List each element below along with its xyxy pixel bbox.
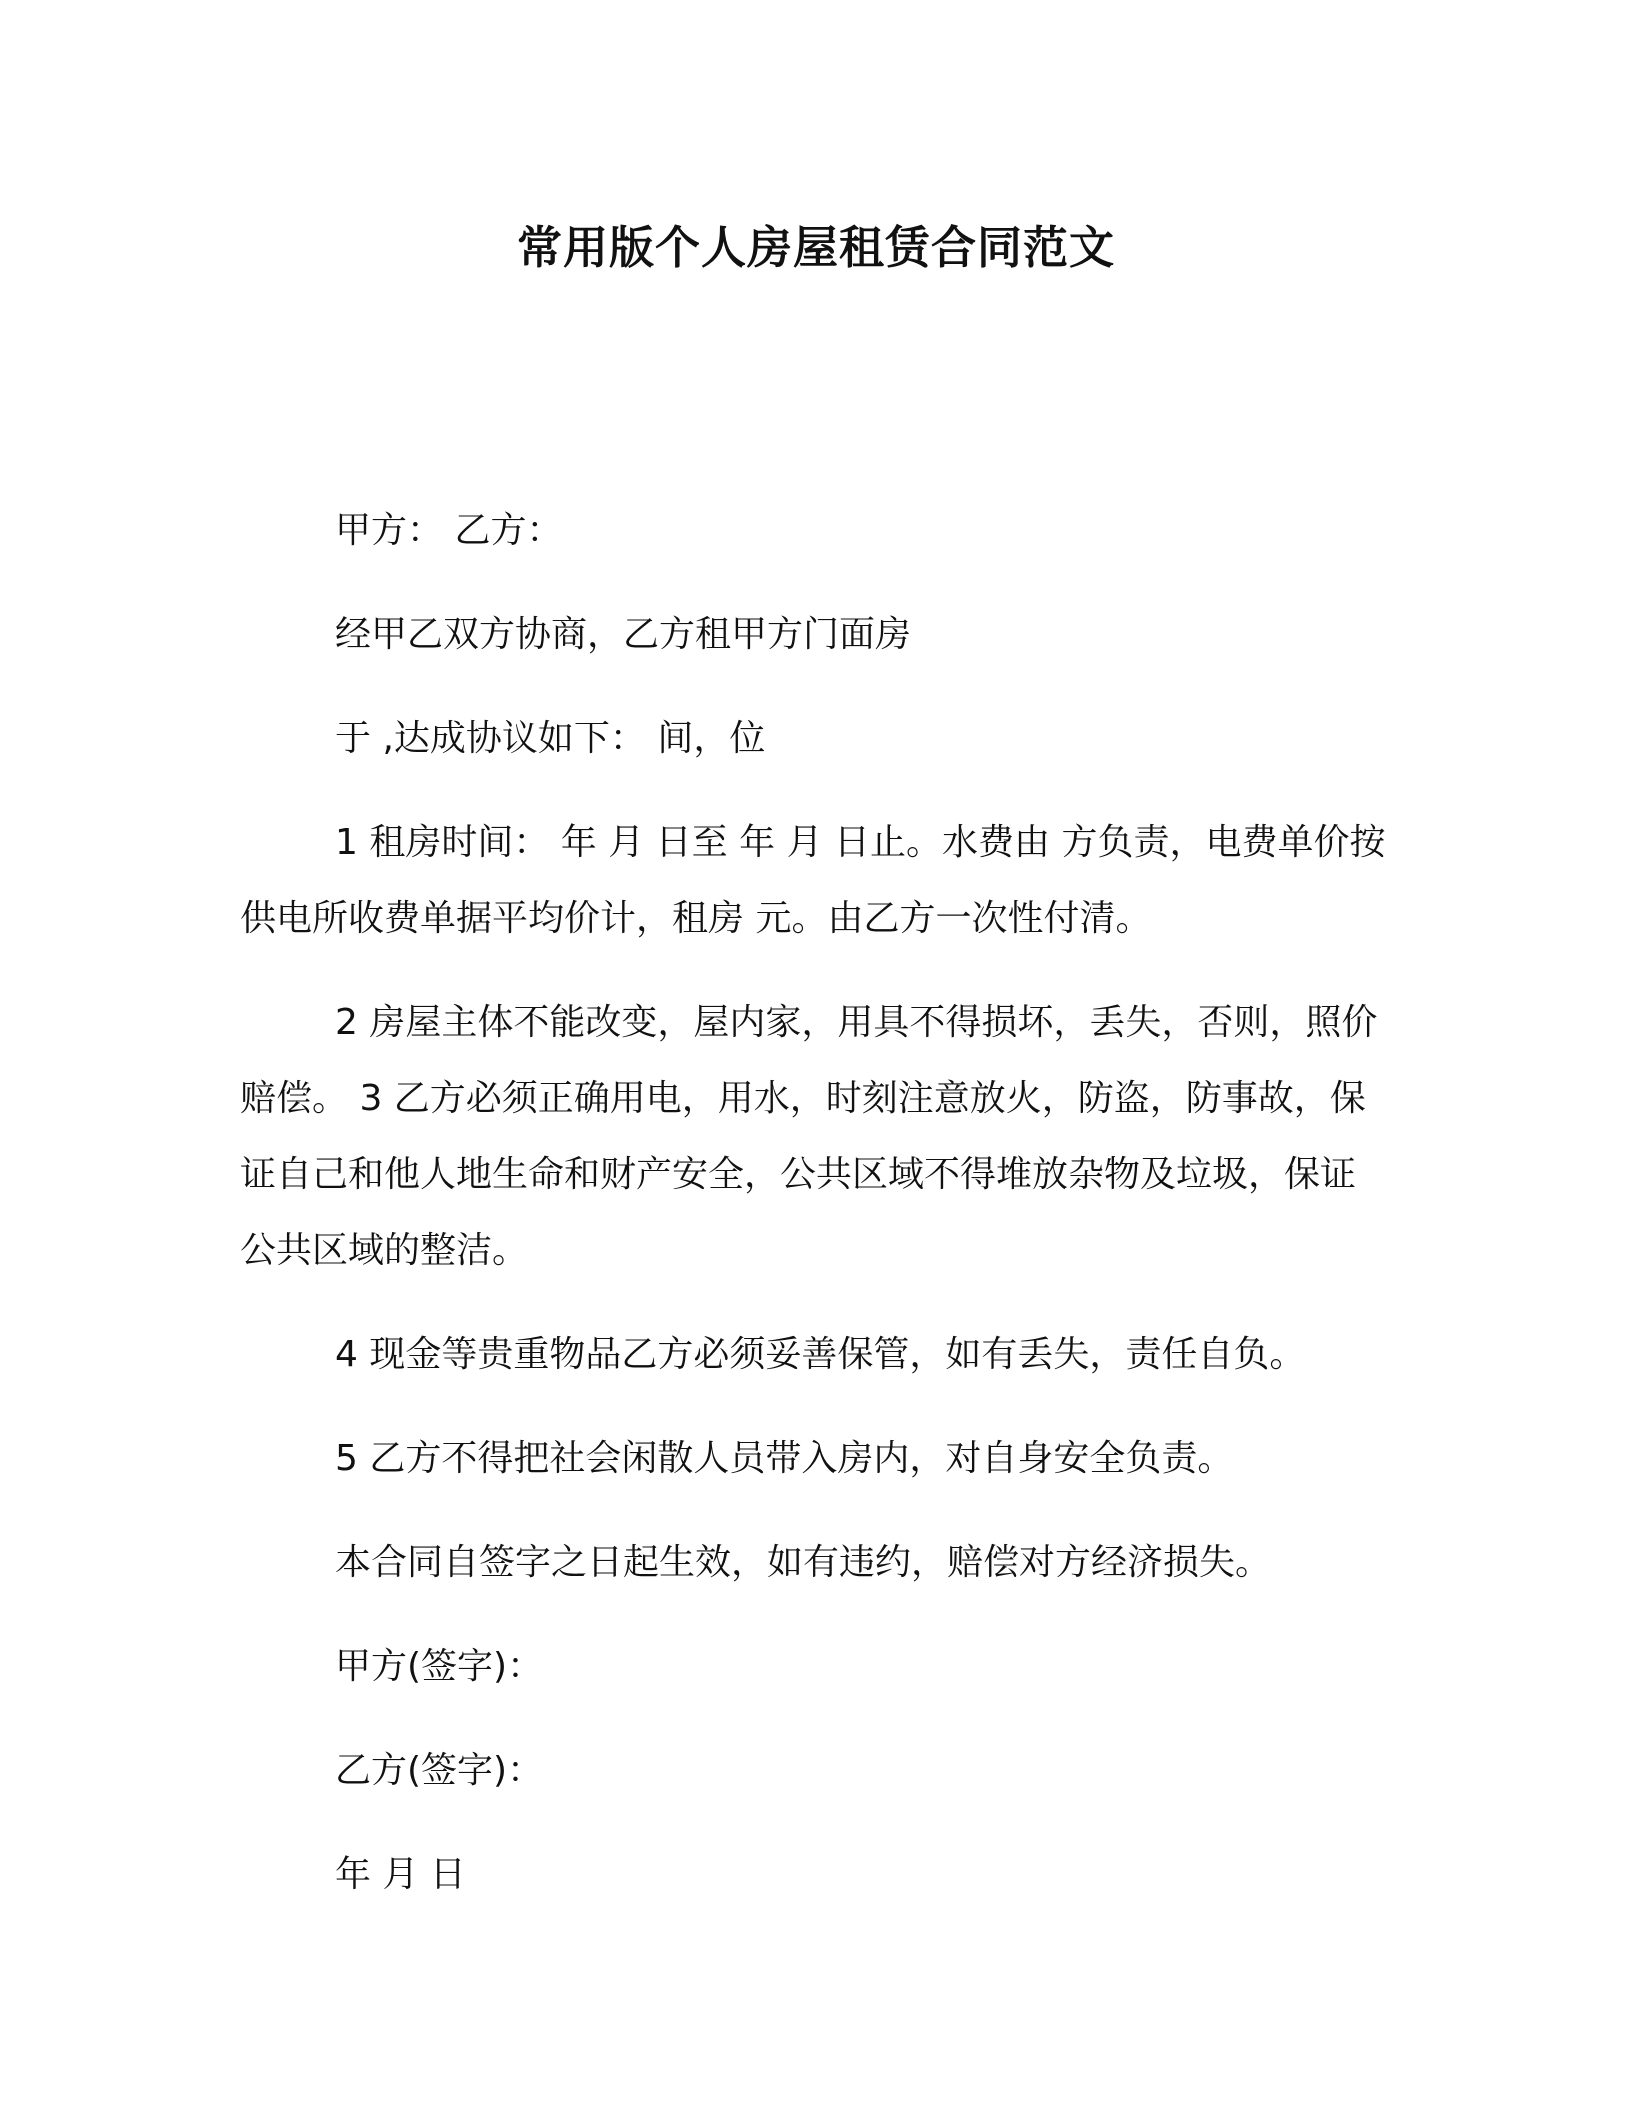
clause-1-rental-period: 1 租房时间： 年 月 日至 年 月 日止。水费由 方负责，电费单价按供电所收费单据平均价计，租房 元。由乙方一次性付清。 [240,822,1386,939]
effective-clause: 本合同自签字之日起生效，如有违约，赔偿对方经济损失。 [335,1542,1272,1583]
agreement-location: 于 ,达成协议如下： 间，位 [335,718,766,759]
party-a-signature: 甲方(签字)： [335,1646,544,1687]
document-title: 常用版个人房屋租赁合同范文 [516,221,1115,274]
date-line: 年 月 日 [335,1854,466,1895]
party-b-signature: 乙方(签字)： [335,1750,544,1791]
parties-line: 甲方： 乙方： [335,510,563,551]
document-body [240,493,1390,1941]
clause-4-valuables: 4 现金等贵重物品乙方必须妥善保管，如有丢失，责任自负。 [335,1334,1306,1375]
clause-5-visitors: 5 乙方不得把社会闲散人员带入房内，对自身安全负责。 [335,1438,1234,1479]
agreement-intro: 经甲乙双方协商，乙方租甲方门面房 [335,614,912,655]
clause-2-3-property-and-safety: 2 房屋主体不能改变，屋内家，用具不得损坏，丢失，否则，照价赔偿。 3 乙方必须正确用电，用水，时刻注意放火，防盗，防事故，保证自己和他人地生命和财产安全，公共区域不得堆放杂物及垃圾，保证公共区域的整洁。 [240,1002,1378,1271]
